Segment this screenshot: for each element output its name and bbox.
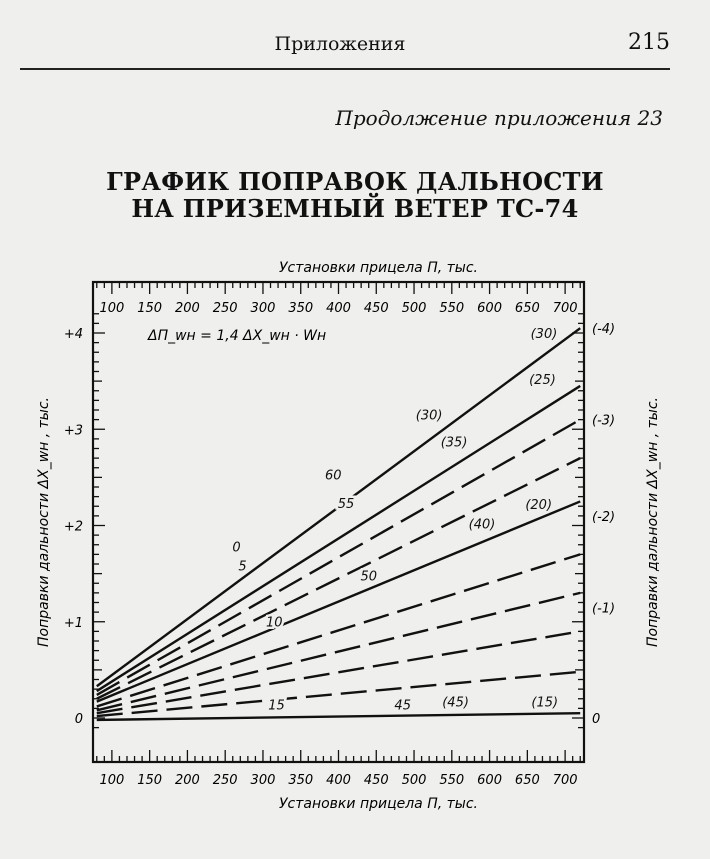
curve-label-14: 45: [394, 698, 411, 714]
curve-label-2: (25): [529, 373, 556, 389]
chart-series: [97, 328, 580, 720]
title-line-2: НА ПРИЗЕМНЫЙ ВЕТЕР ТС-74: [131, 194, 579, 223]
curve-label-4: (35): [440, 435, 468, 451]
x-tick-label-top: 100: [99, 301, 125, 316]
x-tick-label-bottom: 400: [326, 773, 351, 788]
curve-label-6: 55: [337, 497, 355, 513]
curve-label-8: (40): [468, 517, 496, 533]
y-tick-label-left: +1: [63, 615, 83, 631]
x-tick-label-top: 300: [250, 301, 276, 316]
series-line-10: [97, 713, 580, 720]
page-number: 215: [628, 30, 670, 55]
x-tick-label-top: 500: [401, 301, 427, 316]
x-tick-label-bottom: 150: [137, 773, 163, 788]
x-tick-label-top: 450: [363, 301, 389, 316]
chart-labels: [36, 260, 661, 812]
x-tick-label-top: 400: [326, 301, 351, 316]
series-line-2: [97, 386, 580, 691]
x-tick-label-top: 200: [175, 301, 200, 316]
x-tick-label-bottom: 300: [250, 773, 276, 788]
curve-label-13: 15: [268, 698, 285, 714]
curve-label-12: 10: [266, 615, 283, 631]
running-title: Приложения: [274, 33, 406, 55]
curve-label-11: 50: [360, 569, 377, 585]
chart-frame: [93, 282, 584, 762]
x-tick-label-bottom: 350: [288, 773, 314, 788]
series-line-3: [97, 420, 580, 695]
x-tick-label-bottom: 700: [552, 773, 578, 788]
y-tick-label-right: (-1): [592, 601, 616, 617]
x-tick-label-bottom: 450: [363, 773, 389, 788]
curve-label-10: 5: [238, 559, 247, 575]
y-axis-title-right: Поправки дальности ΔX_wн , тыс.: [645, 396, 661, 648]
y-tick-label-left: 0: [74, 712, 83, 727]
curve-label-16: (15): [531, 695, 559, 711]
y-tick-label-left: +2: [63, 519, 83, 535]
chart-ticks: [93, 282, 584, 762]
y-tick-label-right: (-4): [592, 322, 616, 338]
y-tick-label-right: (-3): [592, 413, 616, 429]
y-tick-label-left: +4: [63, 327, 83, 342]
curve-label-3: (30): [415, 408, 443, 424]
x-tick-label-bottom: 500: [401, 773, 427, 788]
curve-label-5: 60: [324, 468, 342, 484]
x-axis-title-top: Установки прицела П, тыс.: [279, 260, 478, 276]
x-tick-label-bottom: 600: [477, 773, 502, 788]
x-tick-label-top: 350: [288, 301, 314, 316]
x-tick-label-bottom: 250: [212, 773, 238, 788]
x-tick-label-top: 700: [552, 301, 578, 316]
curve-label-15: (45): [442, 695, 469, 711]
continuation-note: Продолжение приложения 23: [335, 106, 663, 130]
title-line-1: ГРАФИК ПОПРАВОК ДАЛЬНОСТИ: [106, 167, 604, 196]
x-tick-label-top: 550: [439, 301, 465, 316]
plot-frame: [93, 282, 584, 762]
y-tick-label-right: 0: [592, 712, 601, 727]
x-tick-label-bottom: 200: [175, 773, 200, 788]
series-line-7: [97, 593, 580, 710]
curve-label-1: (30): [530, 326, 558, 342]
x-tick-label-bottom: 100: [99, 773, 125, 788]
y-tick-label-right: (-2): [592, 509, 616, 525]
series-line-9: [97, 672, 580, 716]
y-axis-title-left: Поправки дальности ΔX_wн , тыс.: [36, 396, 52, 648]
y-tick-label-left: +3: [63, 423, 83, 439]
x-tick-label-top: 600: [477, 301, 502, 316]
curve-label-7: (20): [525, 498, 553, 514]
x-tick-label-top: 150: [137, 301, 163, 316]
x-tick-label-top: 650: [514, 301, 540, 316]
curve-label-9: 0: [232, 540, 241, 556]
x-tick-label-bottom: 550: [439, 773, 465, 788]
chart-formula: ΔП_wн = 1,4 ΔX_wн · Wн: [148, 328, 327, 344]
x-tick-label-top: 250: [212, 301, 238, 316]
x-axis-title-bottom: Установки прицела П, тыс.: [279, 796, 478, 812]
x-tick-label-bottom: 650: [514, 773, 540, 788]
